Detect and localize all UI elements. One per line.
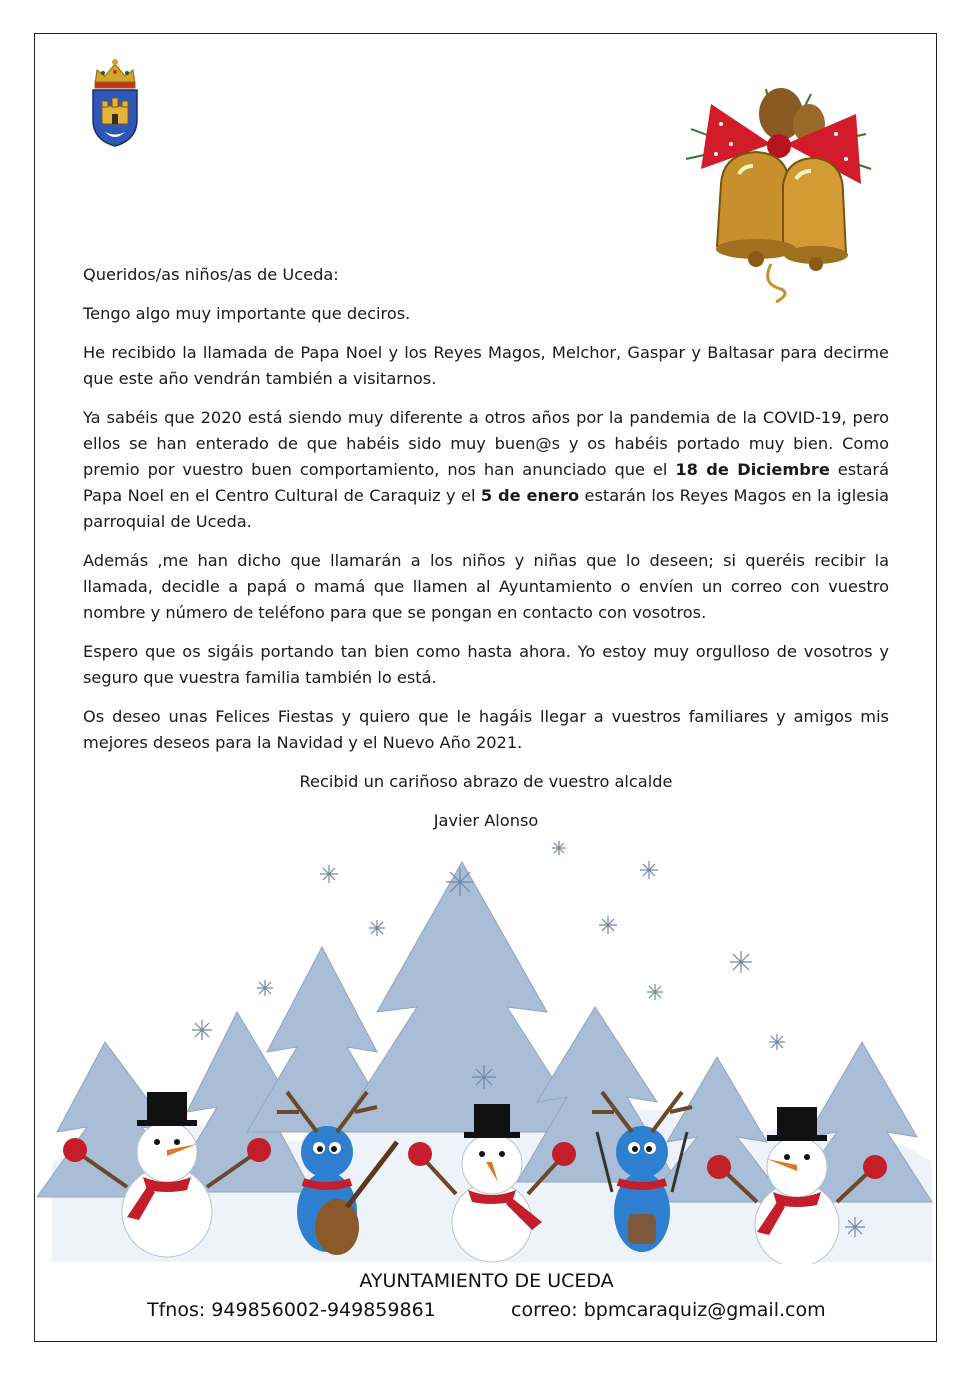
letter-body (83, 262, 889, 847)
date-kings: 5 de enero (480, 486, 580, 505)
paragraph-2: He recibido la llamada de Papa Noel y los Reyes Magos, Melchor, Gaspar y Baltasar para decirme que este año vendrán también a visitarnos. (83, 343, 889, 388)
closing: Recibid un cariñoso abrazo de vuestro alcalde (299, 772, 673, 791)
paragraph-3-text-c: estarán los Reyes Magos en la iglesia parroquial de Uceda. (83, 486, 890, 531)
signature: Javier Alonso (433, 811, 539, 830)
date-santa: 18 de Diciembre (675, 460, 830, 479)
footer-email: correo: bpmcaraquiz@gmail.com (511, 1299, 826, 1321)
coat-of-arms-icon (85, 52, 145, 148)
paragraph-3 (83, 405, 889, 535)
paragraph-5: Espero que os sigáis portando tan bien como hasta ahora. Yo estoy muy orgulloso de vosotros y seguro que vuestra familia también lo está. (83, 642, 889, 687)
footer-phones: Tfnos: 949856002-949859861 (147, 1299, 436, 1321)
paragraph-4: Además ,me han dicho que llamarán a los niños y niñas que lo deseen; si queréis recibir la llamada, decidle a papá o mamá que llamen al Ayuntamiento o envíen un correo con vuestro nombre y número de teléfono para que se pongan en contacto con vosotros. (83, 551, 889, 622)
winter-scene-illustration (37, 802, 935, 1264)
paragraph-3-text-b: estará Papa Noel en el Centro Cultural de Caraquiz y el (83, 460, 889, 505)
paragraph-1: Tengo algo muy importante que deciros. (83, 304, 411, 323)
paragraph-6: Os deseo unas Felices Fiestas y quiero que le hagáis llegar a vuestros familiares y amigos mis mejores deseos para la Navidad y el Nuevo Año 2021. (83, 707, 889, 752)
footer-organization: AYUNTAMIENTO DE UCEDA (359, 1270, 614, 1292)
paragraph-3-text-a: Ya sabéis que 2020 está siendo muy diferente a otros años por la pandemia de la COVID-19, pero ellos se han enterado de que habéis sido muy buen@s y os habéis portado muy bien. Como premio por vuestro buen comportamiento, nos han anunciado que el (83, 408, 889, 479)
letter-page (34, 33, 937, 1342)
greeting: Queridos/as niños/as de Uceda: (83, 265, 339, 284)
